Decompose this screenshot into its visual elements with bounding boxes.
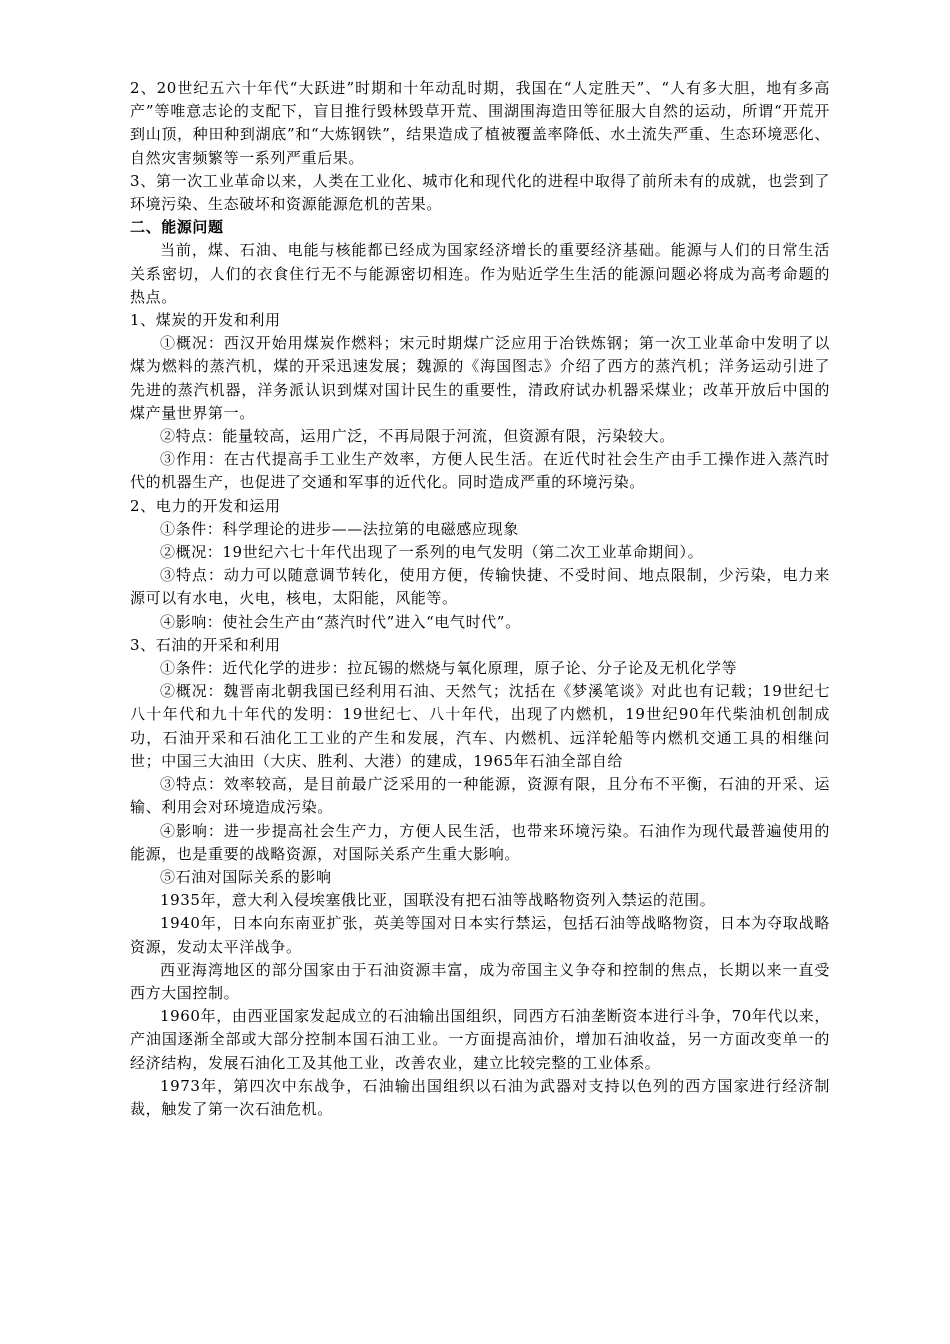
coal-features: ②特点：能量较高，运用广泛，不再局限于河流，但资源有限，污染较大。 [160, 427, 675, 446]
oil-international-heading: ⑤石油对国际关系的影响 [160, 867, 332, 886]
oil-event-1940: 1940年，日本向东南亚扩张，英美等国对日本实行禁运，包括石油等战略物资，日本为夺取战略资源，发动太平洋战争。 [130, 914, 830, 956]
document-page [130, 77, 830, 1121]
subheading-electricity: 2、电力的开发和运用 [130, 496, 281, 515]
paragraph-2: 3、第一次工业革命以来，人类在工业化、城市化和现代化的进程中取得了前所未有的成就，也尝到了环境污染、生态破坏和资源能源危机的苦果。 [130, 171, 830, 214]
coal-effects: ③作用：在古代提高手工业生产效率，方便人民生活。在近代时社会生产由手工操作进入蒸汽时代的机器生产，也促进了交通和军事的近代化。同时造成严重的环境污染。 [130, 450, 830, 492]
electricity-conditions: ①条件：科学理论的进步——法拉第的电磁感应现象 [160, 519, 519, 538]
oil-event-1973: 1973年，第四次中东战争，石油输出国组织以石油为武器对支持以色列的西方国家进行经济制裁，触发了第一次石油危机。 [130, 1076, 830, 1118]
oil-conditions: ①条件：近代化学的进步：拉瓦锡的燃烧与氧化原理，原子论、分子论及无机化学等 [160, 659, 738, 678]
electricity-features: ③特点：动力可以随意调节转化，使用方便，传输快捷、不受时间、地点限制，少污染，电力来源可以有水电，火电，核电，太阳能，风能等。 [130, 566, 830, 608]
electricity-overview: ②概况：19世纪六七十年代出现了一系列的电气发明（第二次工业革命期间）。 [160, 543, 704, 562]
intro-paragraph: 当前，煤、石油、电能与核能都已经成为国家经济增长的重要经济基础。能源与人们的日常生活关系密切，人们的衣食住行无不与能源密切相连。作为贴近学生生活的能源问题必将成为高考命题的热点。 [130, 241, 830, 306]
subheading-coal: 1、煤炭的开发和利用 [130, 311, 281, 330]
oil-event-1960: 1960年，由西亚国家发起成立的石油输出国组织，同西方石油垄断资本进行斗争，70年代以来，产油国逐渐全部或大部分控制本国石油工业。一方面提高油价，增加石油收益，另一方面改变单一的经济结构，发展石油化工及其他工业，改善农业，建立比较完整的工业体系。 [130, 1007, 830, 1072]
oil-features: ③特点：效率较高，是目前最广泛采用的一种能源，资源有限，且分布不平衡，石油的开采、运输、利用会对环境造成污染。 [130, 775, 830, 817]
oil-event-1935: 1935年，意大利入侵埃塞俄比亚，国联没有把石油等战略物资列入禁运的范围。 [160, 891, 716, 910]
coal-overview: ①概况：西汉开始用煤炭作燃料；宋元时期煤广泛应用于冶铁炼钢；第一次工业革命中发明了以煤为燃料的蒸汽机，煤的开采迅速发展；魏源的《海国图志》介绍了西方的蒸汽机；洋务运动引进了先进的蒸汽机器，洋务派认识到煤对国计民生的重要性，清政府试办机器采煤业；改革开放后中国的煤产量世界第一。 [130, 334, 830, 422]
electricity-impact: ④影响：使社会生产由“蒸汽时代”进入“电气时代”。 [160, 612, 521, 631]
subheading-oil: 3、石油的开采和利用 [130, 635, 281, 654]
section-heading-energy: 二、能源问题 [130, 218, 224, 237]
oil-west-asia: 西亚海湾地区的部分国家由于石油资源丰富，成为帝国主义争夺和控制的焦点，长期以来一直受西方大国控制。 [130, 960, 830, 1002]
oil-impact: ④影响：进一步提高社会生产力，方便人民生活，也带来环境污染。石油作为现代最普遍使用的能源，也是重要的战略资源，对国际关系产生重大影响。 [130, 821, 830, 863]
paragraph-1: 2、20世纪五六十年代“大跃进”时期和十年动乱时期，我国在“人定胜天”、“人有多大胆，地有多高产”等唯意志论的支配下，盲目推行毁林毁草开荒、围湖围海造田等征服大自然的运动，所谓“开荒开到山顶，种田种到湖底”和“大炼钢铁”，结果造成了植被覆盖率降低、水土流失严重、生态环境恶化、自然灾害频繁等一系列严重后果。 [130, 79, 830, 167]
oil-overview: ②概况：魏晋南北朝我国已经利用石油、天然气；沈括在《梦溪笔谈》对此也有记载；19世纪七八十年代和九十年代的发明：19世纪七、八十年代，出现了内燃机，19世纪90年代柴油机创制成功，石油开采和石油化工工业的产生和发展，汽车、内燃机、远洋轮船等内燃机交通工具的相继问世；中国三大油田（大庆、胜利、大港）的建成，1965年石油全部自给 [130, 682, 830, 770]
